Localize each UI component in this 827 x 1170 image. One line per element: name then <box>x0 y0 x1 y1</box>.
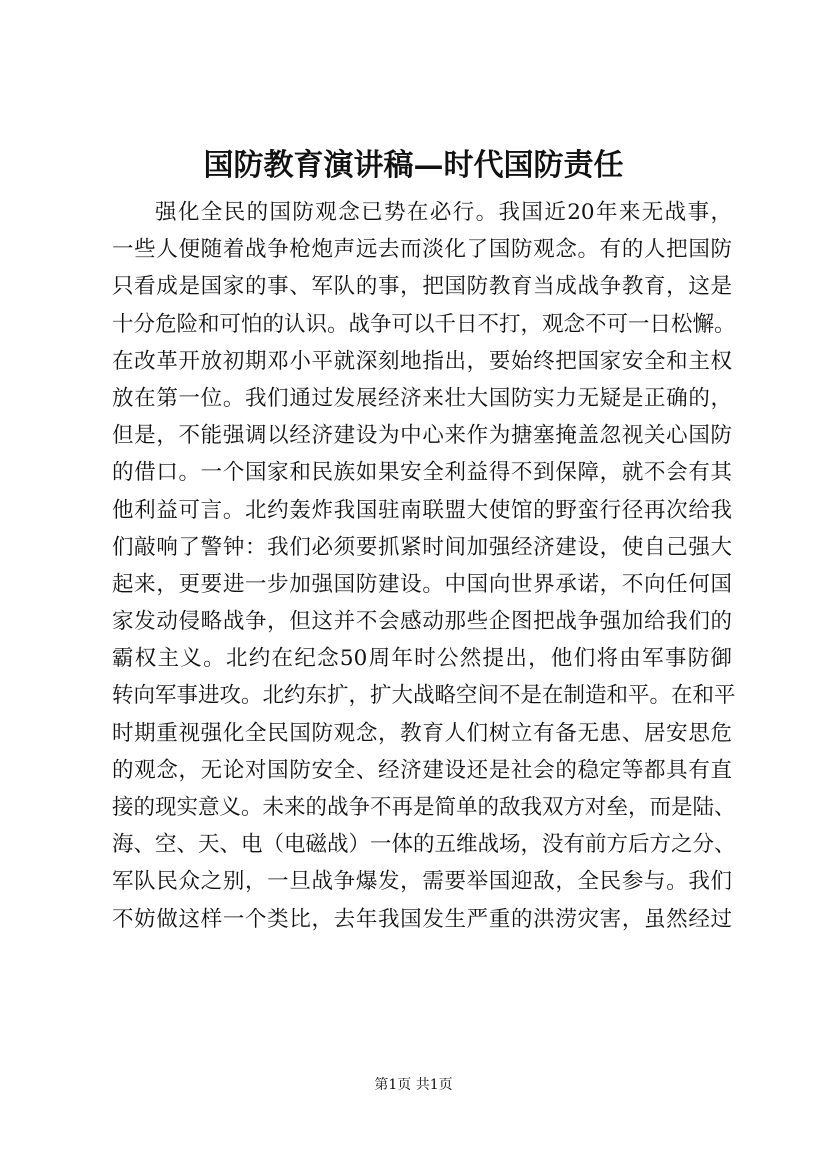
document-title: 国防教育演讲稿—时代国防责任 <box>203 148 624 183</box>
body-line: 放在第一位。我们通过发展经济来壮大国防实力无疑是正确的， <box>112 385 732 411</box>
body-line: 军队民众之别，一旦战争爆发，需要举国迎敌，全民参与。我们 <box>112 869 732 895</box>
body-line: 转向军事进攻。北约东扩，扩大战略空间不是在制造和平。在和平 <box>112 683 736 709</box>
body-line: 不妨做这样一个类比，去年我国发生严重的洪涝灾害，虽然经过 <box>112 906 732 932</box>
body-line: 他利益可言。北约轰炸我国驻南联盟大使馆的野蛮行径再次给我 <box>112 497 732 523</box>
body-line: 接的现实意义。未来的战争不再是简单的敌我双方对垒，而是陆、 <box>112 795 736 820</box>
body-line: 只看成是国家的事、军队的事，把国防教育当成战争教育，这是 <box>112 274 732 300</box>
body-line: 强化全民的国防观念已势在必行。我国近20年来无战事， <box>155 200 732 225</box>
body-line: 十分危险和可怕的认识。战争可以千日不打，观念不可一日松懈。 <box>112 311 736 337</box>
body-line: 时期重视强化全民国防观念，教育人们树立有备无患、居安思危 <box>112 720 732 746</box>
body-line: 在改革开放初期邓小平就深刻地指出，要始终把国家安全和主权 <box>112 348 732 374</box>
document-body <box>112 194 736 938</box>
body-line: 海、空、天、电（电磁战）一体的五维战场，没有前方后方之分、 <box>112 832 736 858</box>
body-line: 霸权主义。北约在纪念50周年时公然提出，他们将由军事防御 <box>112 646 732 672</box>
body-line: 一些人便随着战争枪炮声远去而淡化了国防观念。有的人把国防 <box>112 237 732 263</box>
body-line: 家发动侵略战争，但这并不会感动那些企图把战争强加给我们的 <box>112 609 732 635</box>
body-line: 们敲响了警钟：我们必须要抓紧时间加强经济建设，使自己强大 <box>112 534 732 560</box>
body-line: 的借口。一个国家和民族如果安全利益得不到保障，就不会有其 <box>112 460 732 486</box>
body-line: 但是，不能强调以经济建设为中心来作为搪塞掩盖忽视关心国防 <box>112 423 732 449</box>
page-number-footer: 第1页 共1页 <box>374 1077 453 1093</box>
body-line: 起来，更要进一步加强国防建设。中国向世界承诺，不向任何国 <box>112 571 732 597</box>
body-line: 的观念，无论对国防安全、经济建设还是社会的稳定等都具有直 <box>112 757 732 783</box>
